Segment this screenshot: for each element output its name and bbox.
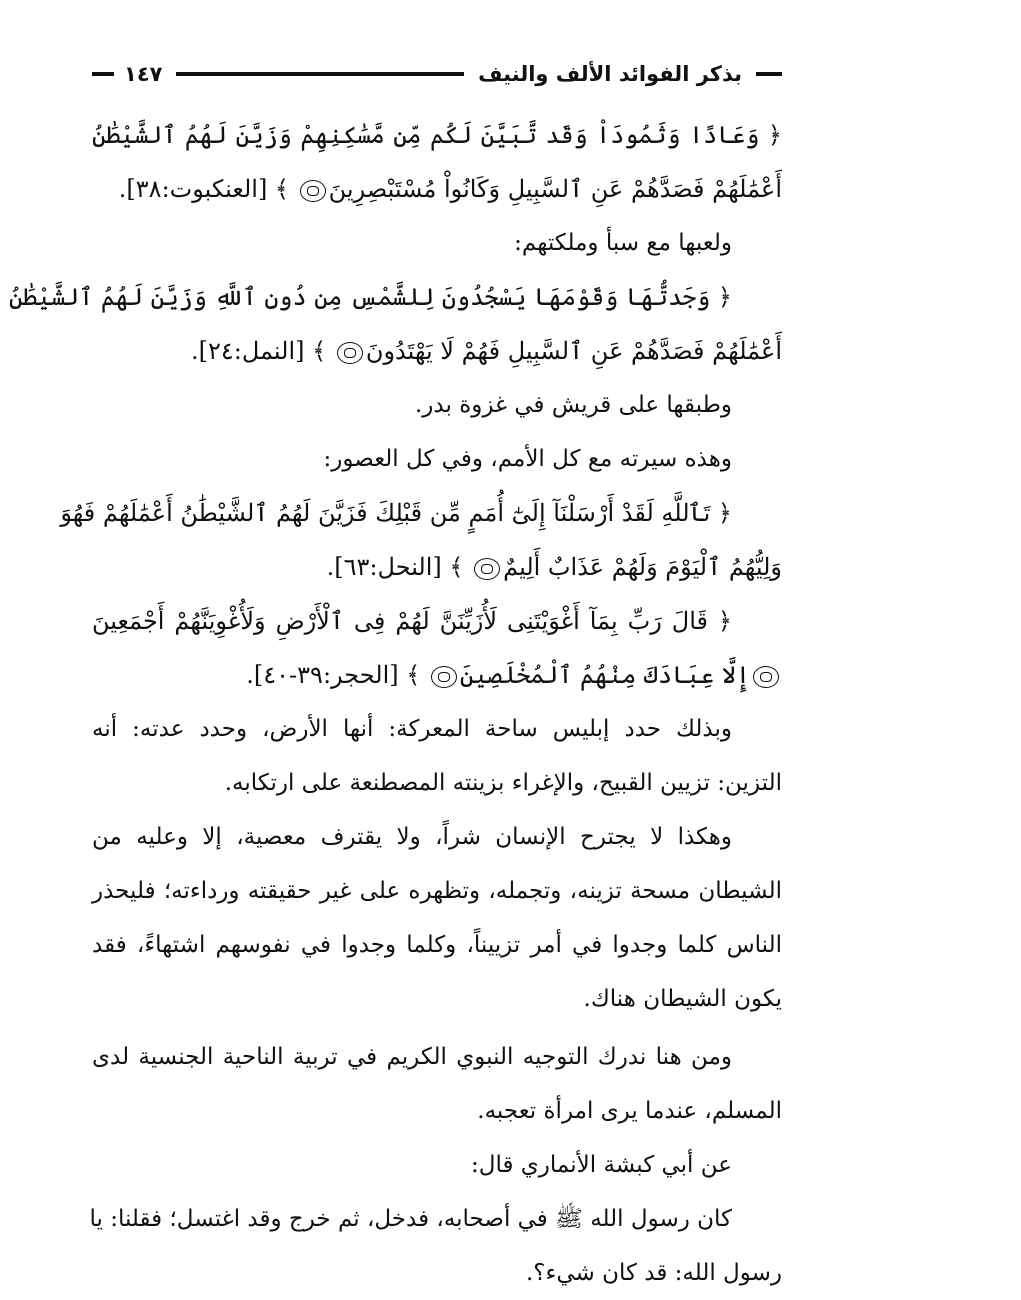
line-text: إِلَّا عِبَادَكَ مِنْهُمُ ٱلْمُخْلَصِينَ xyxy=(459,661,750,689)
text-body xyxy=(8,108,782,1300)
line-text: وَلِيُّهُمُ ٱلْيَوْمَ وَلَهُمْ عَذَابٌ أَلِيمٌ xyxy=(503,553,782,581)
citation: ﴾ [الحجر:٣٩-٤٠]. xyxy=(246,661,428,689)
line-text: ﴿ وَعَادًا وَثَمُودَاْ وَقَد تَّبَيَّنَ لَكُم مِّن مَّسَٰكِنِهِمْ وَزَيَّنَ لَهُمُ ٱلشَّيْطَٰنُ xyxy=(92,121,782,149)
header-dash-left xyxy=(92,72,114,76)
text-line xyxy=(92,1030,782,1084)
page-number: ١٤٧ xyxy=(124,62,163,86)
line-text: وطبقها على قريش في غزوة بدر. xyxy=(414,392,732,418)
text-line xyxy=(92,324,782,378)
text-line xyxy=(92,108,782,162)
ayah-end-icon xyxy=(300,180,326,202)
line-text: كان رسول الله ﷺ في أصحابه، فدخل، ثم خرج وقد اغتسل؛ فقلنا: يا xyxy=(89,1206,732,1232)
text-line xyxy=(92,540,782,594)
header-rule xyxy=(176,72,464,76)
text-line xyxy=(92,378,782,432)
ayah-end-icon xyxy=(431,666,457,688)
ayah-end-icon xyxy=(474,558,500,580)
text-line xyxy=(92,432,782,486)
text-line xyxy=(92,594,782,648)
line-text: وهذه سيرته مع كل الأمم، وفي كل العصور: xyxy=(323,446,732,472)
text-line xyxy=(92,216,782,270)
line-text: المسلم، عندما يرى امرأة تعجبه. xyxy=(477,1098,782,1124)
text-line xyxy=(92,1084,782,1138)
ayah-end-icon xyxy=(753,666,779,688)
text-line xyxy=(92,918,782,972)
citation: ﴾ [النمل:٢٤]. xyxy=(191,337,334,365)
line-text: الشيطان مسحة تزينه، وتجمله، وتظهره على غير حقيقته ورداءته؛ فليحذر xyxy=(92,878,782,904)
text-line xyxy=(92,1246,782,1300)
citation: ﴾ [العنكبوت:٣٨]. xyxy=(118,175,297,203)
line-text: أَعْمَٰلَهُمْ فَصَدَّهُمْ عَنِ ٱلسَّبِيلِ وَكَانُواْ مُسْتَبْصِرِينَ xyxy=(328,175,782,203)
line-text: عن أبي كبشة الأنماري قال: xyxy=(471,1152,732,1178)
ayah-end-icon xyxy=(337,342,363,364)
text-line xyxy=(92,972,782,1026)
line-text: التزين: تزيين القبيح، والإغراء بزينته المصطنعة على ارتكابه. xyxy=(224,770,782,796)
line-text: ومن هنا ندرك التوجيه النبوي الكريم في تربية الناحية الجنسية لدى xyxy=(92,1044,732,1070)
text-line xyxy=(92,864,782,918)
text-line xyxy=(89,1192,782,1246)
line-text: ﴿ وَجَدتُّهَا وَقَوْمَهَا يَسْجُدُونَ لِلشَّمْسِ مِن دُونِ ٱللَّهِ وَزَيَّنَ لَهُمُ ٱلشَّيْطَٰنُ xyxy=(8,283,732,311)
line-text: وبذلك حدد إبليس ساحة المعركة: أنها الأرض، وحدد عدته: أنه xyxy=(92,716,732,742)
line-text: يكون الشيطان هناك. xyxy=(583,986,782,1012)
running-title: بذكر الفوائد الألف والنيف xyxy=(478,62,742,86)
line-text: ﴿ تَٱللَّهِ لَقَدْ أَرْسَلْنَآ إِلَىٰٓ أُمَمٍ مِّن قَبْلِكَ فَزَيَّنَ لَهُمُ ٱلشَّيْطَٰنُ أَعْمَٰلَهُمْ فَهُوَ xyxy=(60,499,732,527)
text-line xyxy=(92,1138,782,1192)
text-line xyxy=(92,648,782,702)
line-text: ولعبها مع سبأ وملكتهم: xyxy=(514,230,732,256)
text-line xyxy=(92,810,782,864)
text-line xyxy=(8,270,782,324)
line-text: وهكذا لا يجترح الإنسان شراً، ولا يقترف معصية، إلا وعليه من xyxy=(92,824,732,850)
citation: ﴾ [النحل:٦٣]. xyxy=(326,553,472,581)
line-text: رسول الله: قد كان شيء؟. xyxy=(526,1260,782,1286)
line-text: الناس كلما وجدوا في أمر تزييناً، وكلما وجدوا في نفوسهم اشتهاءً، فقد xyxy=(92,932,782,958)
line-text: أَعْمَٰلَهُمْ فَصَدَّهُمْ عَنِ ٱلسَّبِيلِ فَهُمْ لَا يَهْتَدُونَ xyxy=(365,337,782,365)
header-dash-right xyxy=(756,72,782,76)
line-text: ﴿ قَالَ رَبِّ بِمَآ أَغْوَيْتَنِى لَأُزَيِّنَنَّ لَهُمْ فِى ٱلْأَرْضِ وَلَأُغْوِيَنَّهُمْ أَجْمَعِينَ xyxy=(92,607,732,635)
text-line xyxy=(92,162,782,216)
text-line xyxy=(92,702,782,756)
text-line xyxy=(60,486,782,540)
running-header xyxy=(92,54,782,94)
text-line xyxy=(92,756,782,810)
